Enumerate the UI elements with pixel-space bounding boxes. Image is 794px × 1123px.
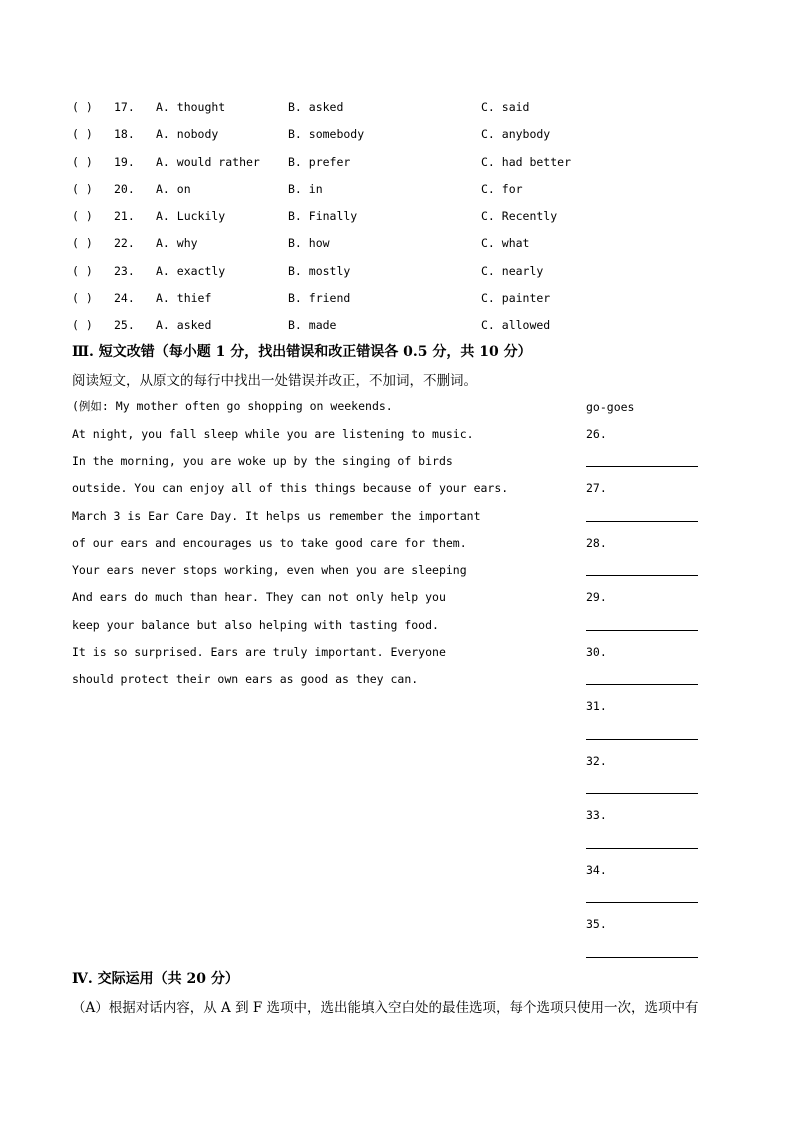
answer-number: 28. xyxy=(586,536,607,550)
answer-number: 34. xyxy=(586,863,607,877)
question-number: 21. xyxy=(114,209,135,223)
answer-blank[interactable]: ( ) xyxy=(72,236,93,250)
passage-line: should protect their own ears as good as they can. xyxy=(72,672,419,686)
option-c: C. anybody xyxy=(481,127,551,141)
answer-number: 29. xyxy=(586,590,607,604)
answer-line[interactable] xyxy=(586,630,698,631)
option-a: A. asked xyxy=(156,318,212,332)
question-number: 17. xyxy=(114,100,135,114)
answer-number: 32. xyxy=(586,754,607,768)
answer-line[interactable] xyxy=(586,521,698,522)
answer-number: 30. xyxy=(586,645,607,659)
option-b: B. asked xyxy=(288,100,344,114)
mcq-row xyxy=(72,155,632,171)
answer-blank[interactable]: ( ) xyxy=(72,209,93,223)
mcq-row xyxy=(72,209,632,225)
question-number: 18. xyxy=(114,127,135,141)
example-sentence: (例如: My mother often go shopping on weekends. xyxy=(72,399,393,413)
question-number: 24. xyxy=(114,291,135,305)
answer-line[interactable] xyxy=(586,739,698,740)
passage-line: And ears do much than hear. They can not only help you xyxy=(72,590,446,604)
mcq-row xyxy=(72,127,632,143)
option-b: B. made xyxy=(288,318,337,332)
option-c: C. Recently xyxy=(481,209,558,223)
section-3-instruction: 阅读短文，从原文的每行中找出一处错误并改正，不加词，不删词。 xyxy=(72,373,477,389)
answer-blank[interactable]: ( ) xyxy=(72,155,93,169)
option-a: A. exactly xyxy=(156,264,226,278)
option-a: A. why xyxy=(156,236,198,250)
section-3-title: Ⅲ. 短文改错（每小题 1 分，找出错误和改正错误各 0.5 分，共 10 分） xyxy=(72,344,532,360)
passage-line: of our ears and encourages us to take good care for them. xyxy=(72,536,467,550)
option-c: C. painter xyxy=(481,291,551,305)
answer-blank[interactable]: ( ) xyxy=(72,291,93,305)
question-number: 25. xyxy=(114,318,135,332)
passage-line: Your ears never stops working, even when you are sleeping xyxy=(72,563,467,577)
question-number: 20. xyxy=(114,182,135,196)
answer-blank[interactable]: ( ) xyxy=(72,264,93,278)
option-a: A. on xyxy=(156,182,191,196)
answer-blank[interactable]: ( ) xyxy=(72,127,93,141)
option-b: B. Finally xyxy=(288,209,358,223)
passage-line: At night, you fall sleep while you are listening to music. xyxy=(72,427,474,441)
answer-line[interactable] xyxy=(586,902,698,903)
mcq-row xyxy=(72,318,632,334)
option-b: B. how xyxy=(288,236,330,250)
question-number: 22. xyxy=(114,236,135,250)
answer-number: 35. xyxy=(586,917,607,931)
option-c: C. had better xyxy=(481,155,572,169)
option-a: A. would rather xyxy=(156,155,260,169)
answer-line[interactable] xyxy=(586,848,698,849)
option-b: B. mostly xyxy=(288,264,351,278)
mcq-row xyxy=(72,264,632,280)
passage-line: March 3 is Ear Care Day. It helps us remember the important xyxy=(72,509,481,523)
passage-line: outside. You can enjoy all of this things because of your ears. xyxy=(72,481,509,495)
passage-line: In the morning, you are woke up by the singing of birds xyxy=(72,454,453,468)
answer-number: 33. xyxy=(586,808,607,822)
answer-line[interactable] xyxy=(586,793,698,794)
option-a: A. nobody xyxy=(156,127,219,141)
answer-number: 27. xyxy=(586,481,607,495)
mcq-row xyxy=(72,291,632,307)
answer-line[interactable] xyxy=(586,957,698,958)
mcq-row xyxy=(72,236,632,252)
mcq-row xyxy=(72,182,632,198)
option-a: A. thief xyxy=(156,291,212,305)
answer-blank[interactable]: ( ) xyxy=(72,182,93,196)
option-b: B. somebody xyxy=(288,127,365,141)
option-a: A. thought xyxy=(156,100,226,114)
passage-line: keep your balance but also helping with tasting food. xyxy=(72,618,439,632)
answer-line[interactable] xyxy=(586,575,698,576)
answer-number: 26. xyxy=(586,427,607,441)
answer-blank[interactable]: ( ) xyxy=(72,318,93,332)
option-b: B. in xyxy=(288,182,323,196)
passage-line: It is so surprised. Ears are truly important. Everyone xyxy=(72,645,446,659)
option-b: B. prefer xyxy=(288,155,351,169)
option-c: C. allowed xyxy=(481,318,551,332)
option-c: C. what xyxy=(481,236,530,250)
section-4-instruction: （A）根据对话内容，从 A 到 F 选项中，选出能填入空白处的最佳选项，每个选项只使用一次，选项中有 xyxy=(72,1000,699,1016)
answer-line[interactable] xyxy=(586,466,698,467)
question-number: 23. xyxy=(114,264,135,278)
option-c: C. for xyxy=(481,182,523,196)
example-answer: go-goes xyxy=(586,400,635,414)
question-number: 19. xyxy=(114,155,135,169)
option-c: C. said xyxy=(481,100,530,114)
mcq-row xyxy=(72,100,632,116)
option-c: C. nearly xyxy=(481,264,544,278)
section-4-title: Ⅳ. 交际运用（共 20 分） xyxy=(72,971,239,987)
option-a: A. Luckily xyxy=(156,209,226,223)
answer-blank[interactable]: ( ) xyxy=(72,100,93,114)
option-b: B. friend xyxy=(288,291,351,305)
answer-number: 31. xyxy=(586,699,607,713)
answer-line[interactable] xyxy=(586,684,698,685)
